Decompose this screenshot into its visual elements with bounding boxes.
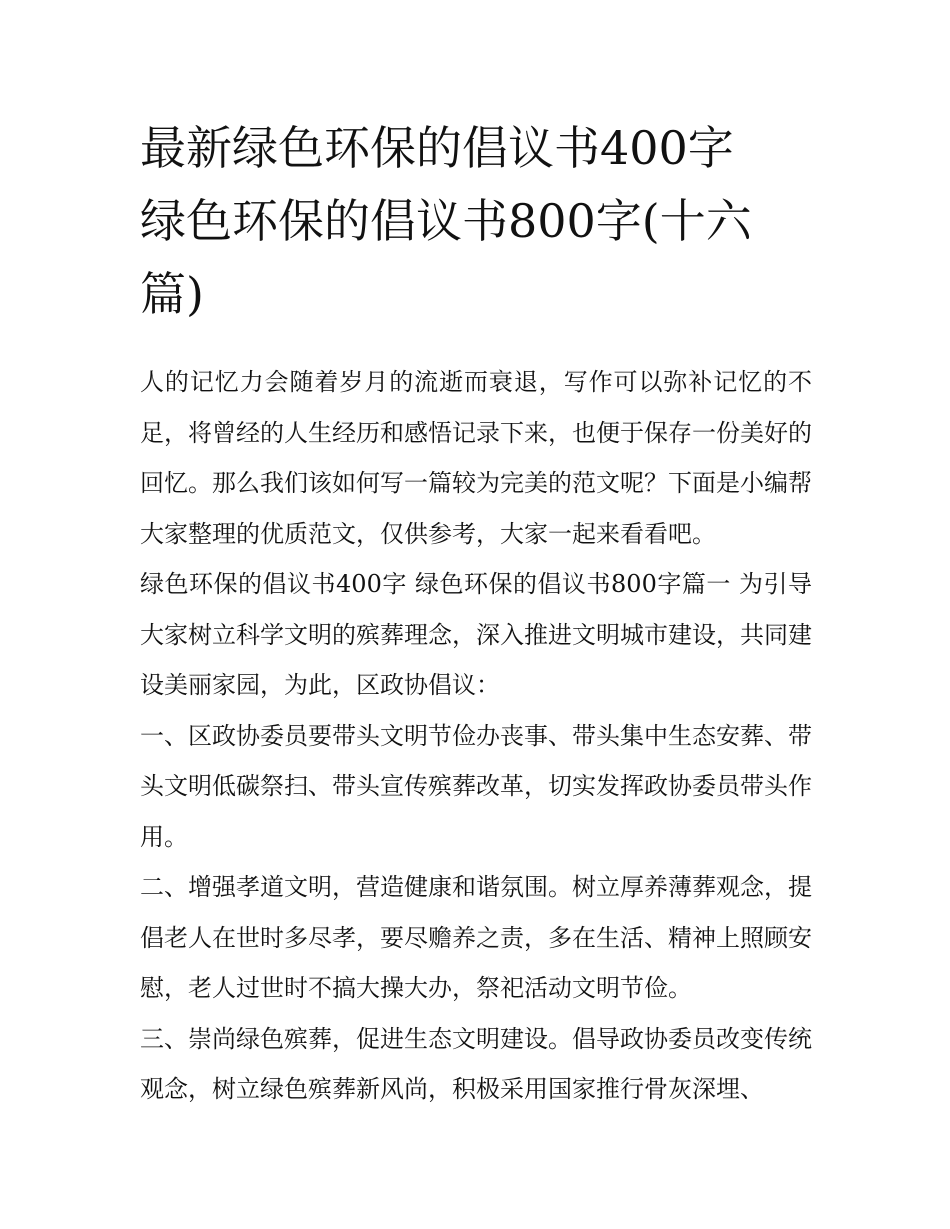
body-paragraph-2: 一、区政协委员要带头文明节俭办丧事、带头集中生态安葬、带头文明低碳祭扫、带头宣传殡葬改革，切实发挥政协委员带头作用。: [140, 721, 812, 851]
intro-paragraph: 人的记忆力会随着岁月的流逝而衰退，写作可以弥补记忆的不足，将曾经的人生经历和感悟记录下来，也便于保存一份美好的回忆。那么我们该如何写一篇较为完美的范文呢？下面是小编帮大家整理的优质范文，仅供参考，大家一起来看看吧。: [140, 368, 812, 548]
title-line-1: 最新绿色环保的倡议书400字: [140, 121, 734, 175]
body-paragraph-3: 二、增强孝道文明，营造健康和谐氛围。树立厚养薄葬观念，提倡老人在世时多尽孝，要尽赡养之责，多在生活、精神上照顾安慰，老人过世时不搞大操大办，祭祀活动文明节俭。: [140, 873, 812, 1002]
body-paragraph-1: 绿色环保的倡议书400字 绿色环保的倡议书800字篇一 为引导大家树立科学文明的殡葬理念，深入推进文明城市建设，共同建设美丽家园，为此，区政协倡议：: [140, 570, 812, 699]
body-paragraph-4: 三、崇尚绿色殡葬，促进生态文明建设。倡导政协委员改变传统观念，树立绿色殡葬新风尚，积极采用国家推行骨灰深埋、: [140, 1024, 812, 1103]
title-line-2: 绿色环保的倡议书800字(十六: [140, 194, 752, 248]
document-content: [140, 112, 812, 1115]
document-title: [140, 112, 812, 331]
title-line-3: 篇): [140, 267, 204, 321]
